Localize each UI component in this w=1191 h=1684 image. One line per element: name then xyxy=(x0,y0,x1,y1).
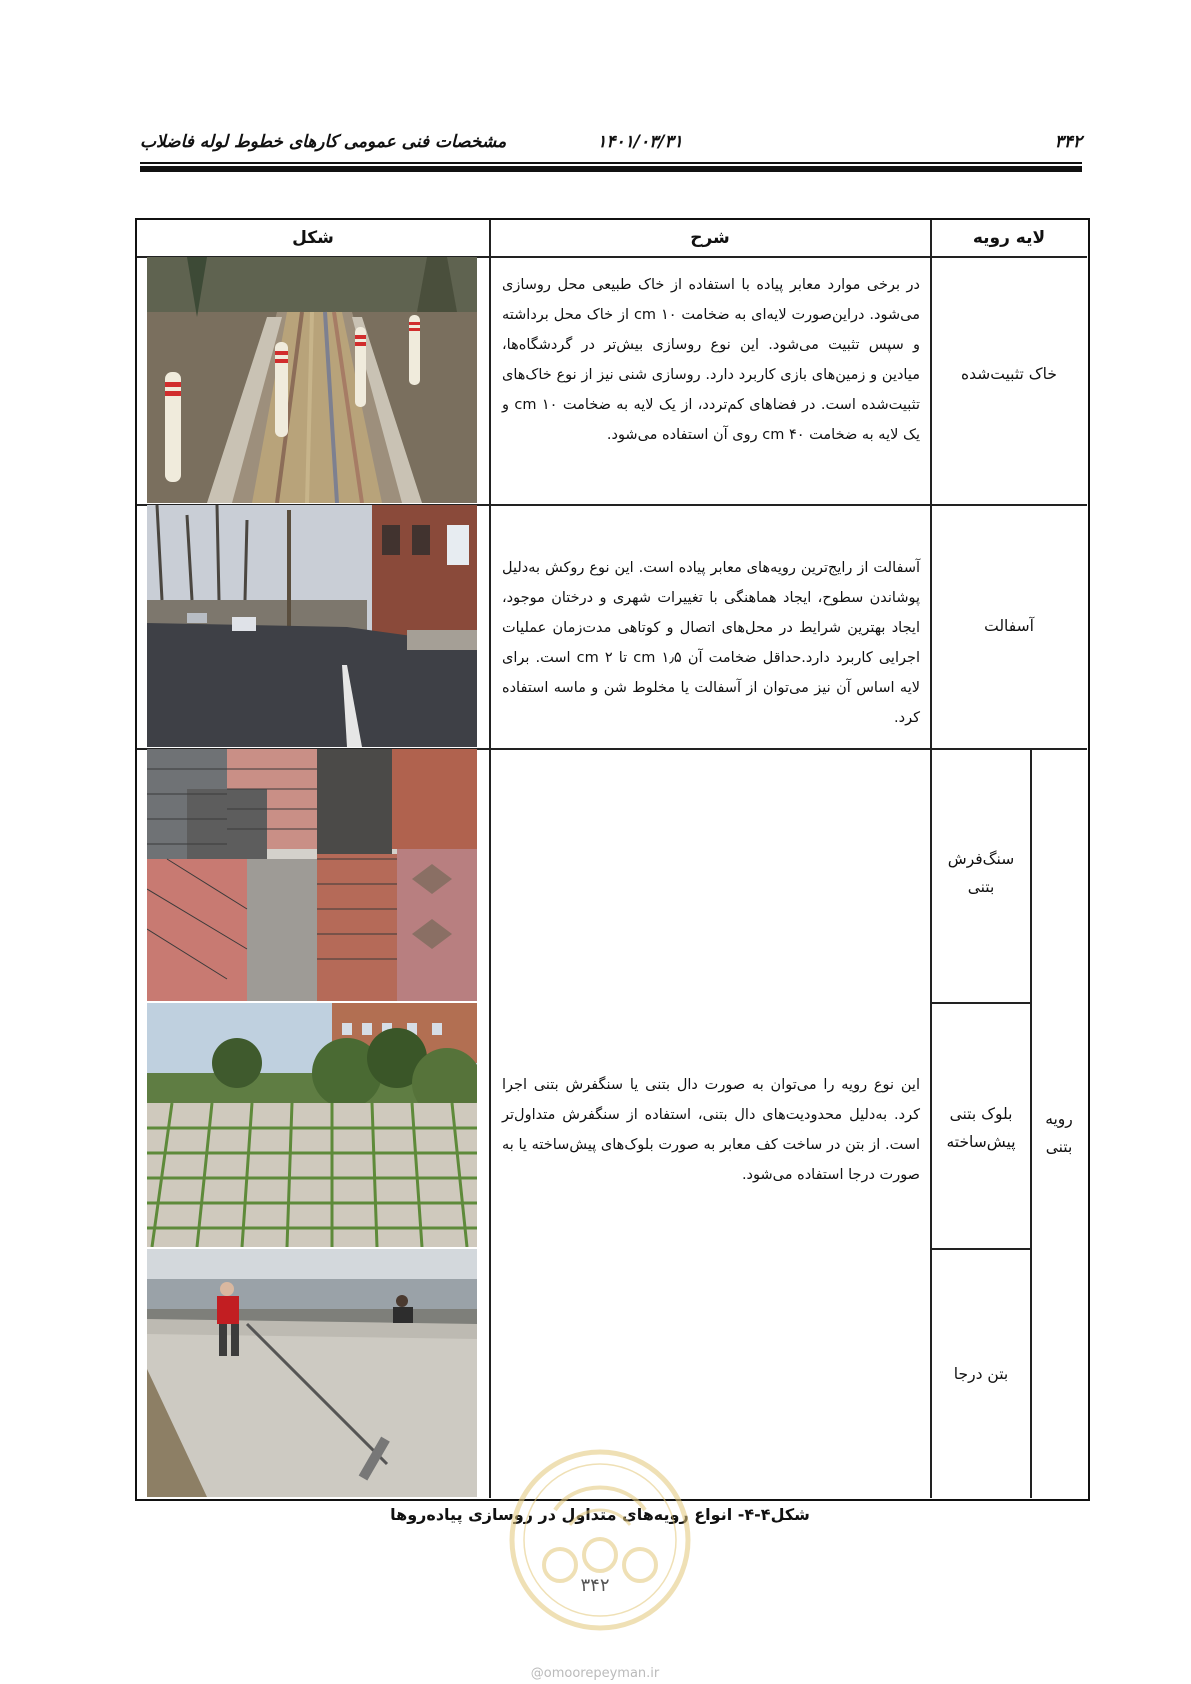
photo-cast-in-place-concrete xyxy=(147,1249,477,1497)
col-header-description: شرح xyxy=(690,228,730,248)
layer-label-concrete-paver: سنگ‌فرش بتنی xyxy=(947,850,1015,896)
header-date: ۱۴۰۱/۰۳/۳۱ xyxy=(597,132,683,152)
watermark-url: @omoorepeyman.ir xyxy=(530,1666,660,1681)
photo-precast-blocks xyxy=(147,1003,477,1247)
photo-asphalt-street xyxy=(147,505,477,747)
header-rule-thick xyxy=(140,166,1082,172)
col-header-figure: شکل xyxy=(292,228,334,248)
layer-label-stabilized-soil: خاک تثبیت‌شده xyxy=(961,365,1057,383)
footer-page-number: ۳۴۲ xyxy=(580,1575,610,1596)
col-divider-1 xyxy=(489,220,491,1498)
col-header-layer: لایه رویه xyxy=(972,228,1046,248)
header-title: مشخصات فنی عمومی کارهای خطوط لوله فاضلاب xyxy=(140,132,507,152)
description-stabilized-soil: در برخی موارد معابر پیاده با استفاده از خاک طبیعی محل روسازی می‌شود. دراین‌صورت لایه‌ای به ضخامت cm ۱۰ از خاک محل برداشته و سپس تثبیت می‌شود. این نوع روسازی بیش‌تر در گردشگاه‌ها، میادین و زمین‌های بازی کاربرد دارد. روسازی شنی نیز از نوع خاک‌های تثبیت‌شده است. در فضاهای کم‌تردد، از یک لایه به ضخامت cm ۱۰ و یک لایه به ضخامت cm ۴۰ روی آن استفاده می‌شود. xyxy=(502,277,920,443)
header-rule-thin xyxy=(140,162,1082,164)
description-concrete: این نوع رویه را می‌توان به صورت دال بتنی یا سنگفرش بتنی اجرا کرد. به‌دلیل محدودیت‌های دال بتنی، استفاده از سنگفرش متداول‌تر است. از بتن در ساخت کف معابر به صورت بلوک‌های پیش‌ساخته یا به صورت درجا استفاده می‌شود. xyxy=(502,1077,920,1183)
layer-label-precast-block: بلوک بتنی پیش‌ساخته xyxy=(946,1105,1016,1151)
layer-label-concrete-group: رویه بتنی xyxy=(1045,1110,1073,1156)
sub-divider-2 xyxy=(930,1248,1031,1250)
description-asphalt: آسفالت از رایج‌ترین رویه‌های معابر پیاده است. این نوع روکش به‌دلیل پوشاندن سطوح، ایجاد هماهنگی با تغییرات شهری و درختان موجود، ایجاد بهترین شرایط در محل‌های اتصال و کوتاهی مدت‌زمان عملیات اجرایی کاربرد دارد.حداقل ضخامت آن cm ۱٫۵ تا cm ۲ است. برای لایه اساس آن نیز می‌توان از آسفالت یا مخلوط شن و ماسه استفاده کرد. xyxy=(502,560,920,726)
page-header xyxy=(140,128,1082,158)
layer-label-asphalt: آسفالت xyxy=(984,617,1034,635)
photo-stabilized-soil-walkway xyxy=(147,257,477,503)
figure-caption: شکل۴-۴- انواع رویه‌های متداول در روسازی پیاده‌روها xyxy=(390,1505,810,1524)
photo-concrete-pavers xyxy=(147,749,477,1001)
col-divider-2 xyxy=(930,220,932,1498)
header-page-number: ۳۴۲ xyxy=(1054,132,1082,152)
sub-divider-1 xyxy=(930,1002,1031,1004)
watermark-seal-logo xyxy=(500,1440,700,1640)
pavement-types-table xyxy=(135,218,1090,1501)
layer-label-cast-in-place: بتن درجا xyxy=(953,1365,1009,1383)
